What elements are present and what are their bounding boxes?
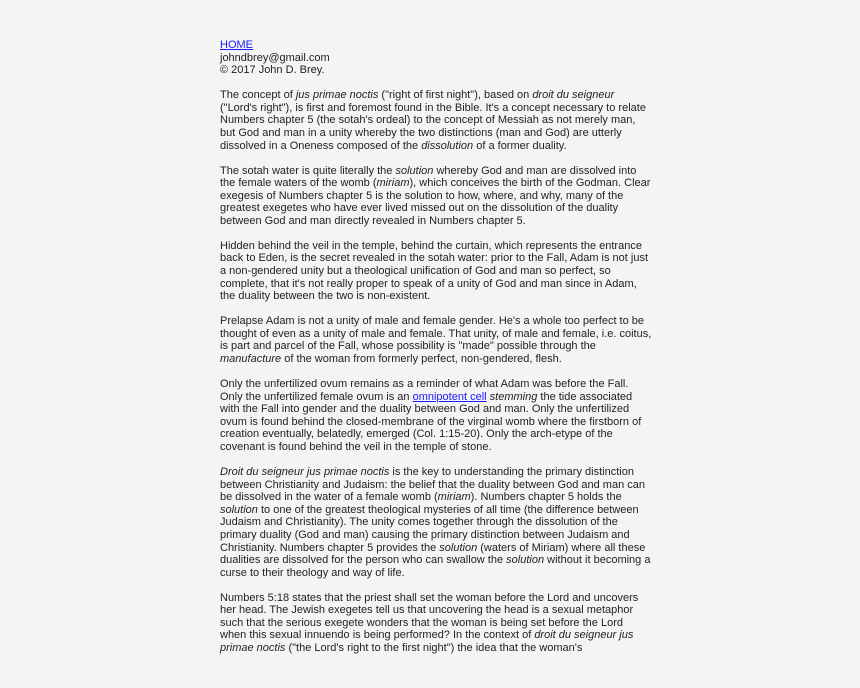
text-line <box>220 215 650 228</box>
text-line <box>220 102 650 115</box>
text-segment: is part and parcel of the Fall, whose possibility is "made" possible through the <box>220 340 596 353</box>
text-segment: the duality between the two is non-existent. <box>220 290 431 303</box>
text-segment: Numbers 5:18 states that the priest shall set the woman before the Lord and uncovers <box>220 591 639 604</box>
text-line <box>220 592 650 605</box>
text-line <box>220 252 650 265</box>
text-line <box>220 127 650 140</box>
text-segment: Hidden behind the veil in the temple, behind the curtain, which represents the entrance <box>220 239 642 252</box>
text-line <box>220 567 650 580</box>
paragraph <box>220 466 650 579</box>
text-segment: the female waters of the womb ( <box>220 177 377 190</box>
text-segment: be dissolved in the water of a female womb ( <box>220 491 438 504</box>
text-segment: Only the unfertilized female ovum is an <box>220 390 413 403</box>
text-line <box>220 177 650 190</box>
text-line <box>220 617 650 630</box>
text-segment: of a former duality. <box>473 139 567 152</box>
italic-text: dissolution <box>421 139 474 152</box>
omnipotent-cell-link[interactable]: omnipotent cell <box>412 390 487 403</box>
text-line <box>220 479 650 492</box>
text-segment: a non-gendered unity but a theological unification of God and man so perfect, so <box>220 265 611 278</box>
header-block <box>220 39 650 77</box>
italic-text: Droit du seigneur jus primae noctis <box>220 465 390 478</box>
text-segment: but God and man in a unity whereby the two distinctions (man and God) are utterly <box>220 126 622 139</box>
text-segment: ovum is found behind the closed-membrane of the virginal womb where the firstborn of <box>220 415 642 428</box>
italic-text: jus primae noctis <box>295 89 379 102</box>
text-line <box>220 315 650 328</box>
italic-text: droit du seigneur jus <box>534 629 634 642</box>
text-segment: is the key to understanding the primary distinction <box>389 465 634 478</box>
text-line <box>220 140 650 153</box>
text-segment: covenant is found behind the veil in the temple of stone. <box>220 440 492 453</box>
text-segment: ("the Lord's right to the first night") the idea that the woman's <box>285 642 583 655</box>
text-segment: ). Numbers chapter 5 holds the <box>470 491 622 504</box>
text-line <box>220 278 650 291</box>
text-segment: creation eventually, belatedly, emerged (Col. 1:15-20). Only the arch-etype of the <box>220 428 613 441</box>
text-segment: ("right of first night"), based on <box>378 89 533 102</box>
text-segment: of the woman from formerly perfect, non-gendered, flesh. <box>281 353 562 366</box>
text-segment: complete, that it's not really proper to speak of a unity of God and man since in Adam, <box>220 277 637 290</box>
text-segment: whereby God and man are dissolved into <box>433 164 637 177</box>
text-line <box>220 353 650 366</box>
text-line <box>220 340 650 353</box>
text-line <box>220 516 650 529</box>
italic-text: solution <box>506 554 545 567</box>
text-segment: Prelapse Adam is not a unity of male and female gender. He's a whole too perfect to be <box>220 315 645 328</box>
article-body <box>220 89 650 655</box>
text-segment: ("Lord's right"), is first and foremost found in the Bible. It's a concept necessary to relate <box>220 101 646 114</box>
text-line <box>220 190 650 203</box>
document <box>220 39 650 667</box>
text-segment: The sotah water is quite literally the <box>220 164 396 177</box>
text-line <box>220 554 650 567</box>
italic-text: miriam <box>437 491 471 504</box>
italic-text: solution <box>439 541 478 554</box>
text-segment: Only the unfertilized ovum remains as a reminder of what Adam was before the Fall. <box>220 378 629 391</box>
text-line <box>220 441 650 454</box>
text-segment: dissolved in a Oneness composed of the <box>220 139 422 152</box>
text-line <box>220 416 650 429</box>
text-line <box>220 89 650 102</box>
italic-text: stemming <box>489 390 538 403</box>
text-segment: thought of even as a unity of male and female. That unity, of male and female, i.e. coitus, <box>220 327 652 340</box>
text-segment: between Christianity and Judaism: the belief that the duality between God and man can <box>220 478 645 491</box>
text-line <box>220 504 650 517</box>
text-segment: dualities are dissolved for the person who can swallow the <box>220 554 507 567</box>
text-segment: curse to their theology and way of life. <box>220 566 405 579</box>
paragraph <box>220 592 650 655</box>
text-segment: greatest exegetes who have ever lived missed out on the dissolution of the duality <box>220 202 619 215</box>
italic-text: primae noctis <box>220 642 286 655</box>
home-link[interactable]: HOME <box>220 39 253 51</box>
text-segment: her head. The Jewish exegetes tell us that uncovering the head is a sexual metaphor <box>220 604 634 617</box>
paragraph <box>220 378 650 454</box>
text-line <box>220 202 650 215</box>
text-line <box>220 378 650 391</box>
text-segment: Christianity. Numbers chapter 5 provides the <box>220 541 440 554</box>
text-line <box>220 290 650 303</box>
text-line <box>220 466 650 479</box>
paragraph <box>220 89 650 152</box>
text-segment: with the Fall into gender and the duality between God and man. Only the unfertilized <box>220 403 630 416</box>
paragraph <box>220 165 650 228</box>
italic-text: manufacture <box>220 353 282 366</box>
text-segment: primary duality (God and man) causing the primary distinction between Judaism and <box>220 528 630 541</box>
text-segment: such that the serious exegete wonders that the woman is being set before the Lord <box>220 616 623 629</box>
text-segment: Numbers chapter 5 (the sotah's ordeal) to the concept of Messiah as not merely man, <box>220 114 636 127</box>
text-segment: ), which conceives the birth of the Godman. Clear <box>409 177 651 190</box>
text-line <box>220 114 650 127</box>
text-line <box>220 491 650 504</box>
text-line <box>220 604 650 617</box>
text-line <box>220 529 650 542</box>
italic-text: droit du seigneur <box>532 89 615 102</box>
text-line <box>220 328 650 341</box>
text-line <box>220 403 650 416</box>
text-line <box>220 165 650 178</box>
text-segment: Judaism and Christianity). The unity comes together through the dissolution of the <box>220 516 618 529</box>
copyright: © 2017 John D. Brey. <box>220 64 325 77</box>
text-line <box>220 629 650 642</box>
text-line <box>220 428 650 441</box>
italic-text: miriam <box>376 177 410 190</box>
text-segment: the tide associated <box>537 390 633 403</box>
text-line <box>220 265 650 278</box>
text-line <box>220 240 650 253</box>
text-segment: when this sexual innuendo is being performed? In the context of <box>220 629 535 642</box>
text-segment: to one of the greatest theological mysteries of all time (the difference between <box>257 503 639 516</box>
text-line <box>220 642 650 655</box>
text-segment: (waters of Miriam) where all these <box>477 541 646 554</box>
author-email: johndbrey@gmail.com <box>220 51 330 64</box>
italic-text: solution <box>395 164 434 177</box>
paragraph <box>220 240 650 303</box>
text-segment: without it becoming a <box>544 554 651 567</box>
text-line <box>220 542 650 555</box>
text-line <box>220 391 650 404</box>
text-segment: The concept of <box>220 89 296 102</box>
italic-text: solution <box>220 503 258 516</box>
paragraph <box>220 315 650 365</box>
text-segment: exegesis of Numbers chapter 5 is the solution to how, where, and why, many of the <box>220 189 624 202</box>
text-segment: between God and man directly revealed in Numbers chapter 5. <box>220 214 526 227</box>
text-segment: back to Eden, is the secret revealed in the sotah water: prior to the Fall, Adam is not just <box>220 252 649 265</box>
